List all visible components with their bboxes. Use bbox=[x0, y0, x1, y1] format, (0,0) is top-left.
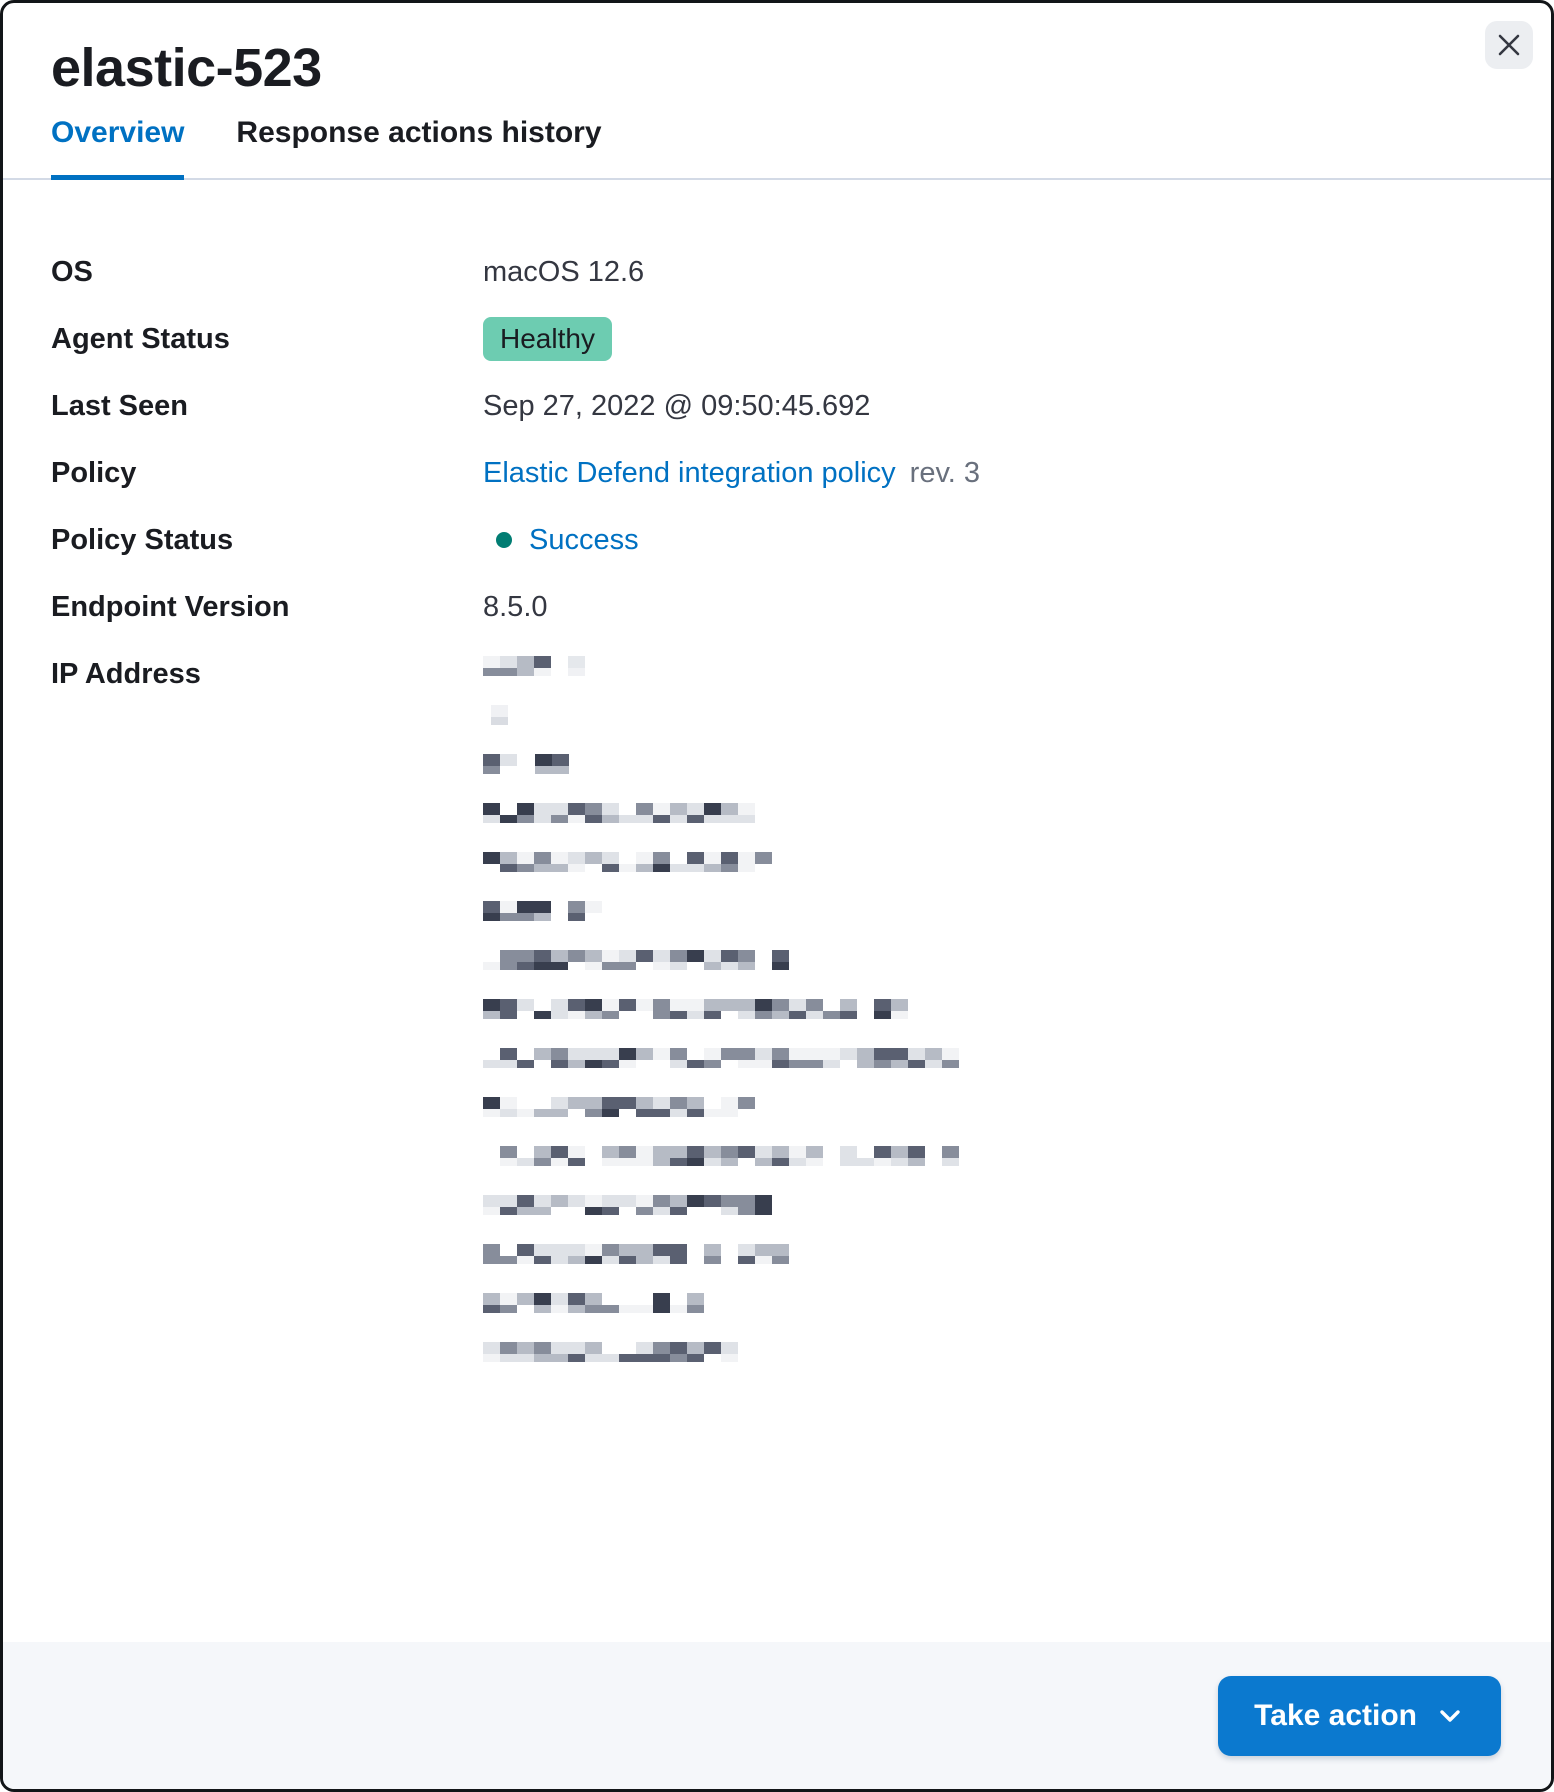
take-action-button[interactable] bbox=[1218, 1676, 1501, 1756]
redacted-ip-row bbox=[483, 1342, 1503, 1362]
flyout-body bbox=[3, 180, 1551, 1362]
tab-response-actions-history[interactable]: Response actions history bbox=[236, 109, 601, 180]
field-value-policy bbox=[483, 455, 1503, 491]
tab-bar bbox=[3, 109, 1551, 180]
agent-status-badge: Healthy bbox=[483, 317, 612, 361]
field-value-last-seen: Sep 27, 2022 @ 09:50:45.692 bbox=[483, 390, 871, 422]
redacted-ip-row bbox=[483, 754, 1503, 774]
ip-address-redacted-list bbox=[483, 656, 1503, 1362]
redacted-ip-row bbox=[483, 1097, 1503, 1117]
redacted-ip-row bbox=[483, 1293, 1503, 1313]
field-value-endpoint-version: 8.5.0 bbox=[483, 591, 548, 623]
field-label-policy: Policy bbox=[51, 457, 137, 489]
policy-status-dot-icon bbox=[496, 532, 512, 548]
redacted-ip-row bbox=[483, 656, 1503, 676]
field-value-agent-status bbox=[483, 321, 1503, 357]
redacted-ip-row bbox=[483, 803, 1503, 823]
policy-revision: rev. 3 bbox=[909, 457, 981, 489]
take-action-label: Take action bbox=[1254, 1698, 1417, 1732]
redacted-ip-row bbox=[483, 852, 1503, 872]
field-label-os: OS bbox=[51, 256, 93, 288]
flyout-header bbox=[3, 3, 1551, 180]
page-title: elastic-523 bbox=[51, 38, 322, 98]
field-label-agent-status: Agent Status bbox=[51, 323, 230, 355]
field-label-policy-status: Policy Status bbox=[51, 524, 234, 556]
tab-overview[interactable]: Overview bbox=[51, 109, 184, 180]
policy-status-link[interactable]: Success bbox=[529, 524, 639, 556]
redacted-ip-row bbox=[483, 901, 1503, 921]
redacted-ip-row bbox=[483, 1195, 1503, 1215]
close-icon bbox=[1495, 31, 1523, 59]
chevron-down-icon bbox=[1435, 1701, 1465, 1731]
field-value-os: macOS 12.6 bbox=[483, 256, 645, 288]
field-value-policy-status bbox=[483, 522, 1503, 558]
endpoint-details-list bbox=[51, 254, 1503, 1362]
close-button[interactable] bbox=[1485, 21, 1533, 69]
field-label-ip-address: IP Address bbox=[51, 658, 201, 690]
policy-link[interactable]: Elastic Defend integration policy bbox=[483, 457, 896, 489]
redacted-ip-row bbox=[483, 999, 1503, 1019]
field-label-endpoint-version: Endpoint Version bbox=[51, 591, 290, 623]
redacted-ip-row bbox=[483, 950, 1503, 970]
redacted-ip-row bbox=[483, 1244, 1503, 1264]
redacted-ip-row bbox=[483, 1146, 1503, 1166]
flyout-footer bbox=[3, 1642, 1551, 1789]
redacted-ip-row bbox=[483, 705, 1503, 725]
field-label-last-seen: Last Seen bbox=[51, 390, 188, 422]
redacted-ip-row bbox=[483, 1048, 1503, 1068]
